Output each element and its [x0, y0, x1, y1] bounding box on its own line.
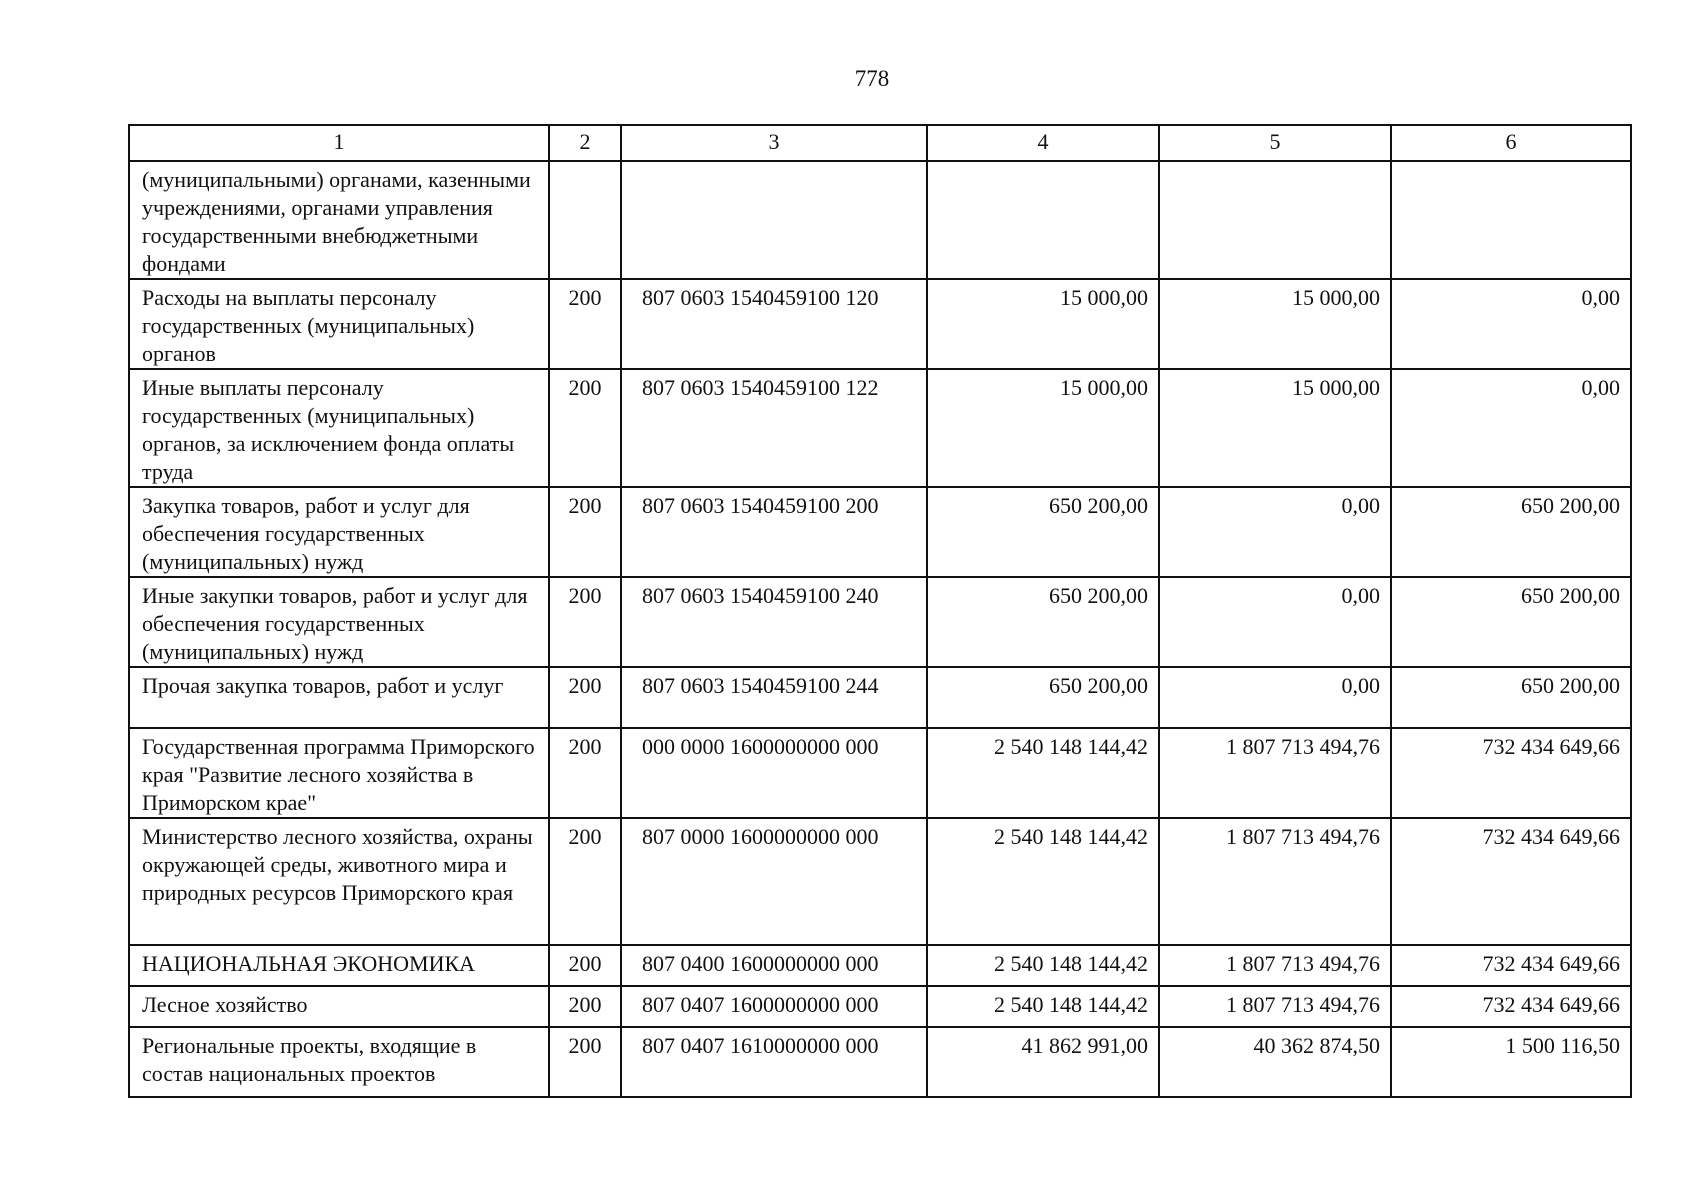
cell-col5: 1 807 713 494,76	[1159, 986, 1391, 1027]
cell-col4: 15 000,00	[927, 279, 1159, 369]
page-number: 778	[854, 66, 890, 91]
cell-col4: 2 540 148 144,42	[927, 986, 1159, 1027]
cell-col5: 40 362 874,50	[1159, 1027, 1391, 1097]
cell-col4: 650 200,00	[927, 487, 1159, 577]
cell-code: 200	[549, 728, 621, 818]
budget-table	[128, 124, 1632, 1098]
cell-name: Региональные проекты, входящие в состав национальных проектов	[129, 1027, 549, 1097]
cell-code: 200	[549, 818, 621, 945]
cell-col6: 1 500 116,50	[1391, 1027, 1631, 1097]
cell-name: (муниципальными) органами, казенными учреждениями, органами управления государственными внебюджетными фондами	[129, 161, 549, 279]
cell-name: Министерство лесного хозяйства, охраны окружающей среды, животного мира и природных ресурсов Приморского края	[129, 818, 549, 945]
table-header	[129, 125, 1631, 161]
cell-name: НАЦИОНАЛЬНАЯ ЭКОНОМИКА	[129, 945, 549, 986]
cell-code	[549, 161, 621, 279]
cell-name: Закупка товаров, работ и услуг для обеспечения государственных (муниципальных) нужд	[129, 487, 549, 577]
cell-col6: 650 200,00	[1391, 487, 1631, 577]
cell-kbk: 807 0400 1600000000 000	[621, 945, 927, 986]
cell-col6: 732 434 649,66	[1391, 818, 1631, 945]
table-body	[129, 161, 1631, 1097]
cell-col5	[1159, 161, 1391, 279]
cell-code: 200	[549, 986, 621, 1027]
cell-code: 200	[549, 279, 621, 369]
cell-col5: 1 807 713 494,76	[1159, 818, 1391, 945]
cell-col5: 0,00	[1159, 667, 1391, 728]
header-cell-4: 4	[927, 125, 1159, 161]
cell-name: Прочая закупка товаров, работ и услуг	[129, 667, 549, 728]
cell-col6: 650 200,00	[1391, 667, 1631, 728]
cell-col5: 15 000,00	[1159, 369, 1391, 487]
cell-col4: 650 200,00	[927, 577, 1159, 667]
table-row	[129, 1027, 1631, 1097]
cell-kbk	[621, 161, 927, 279]
cell-kbk: 807 0603 1540459100 120	[621, 279, 927, 369]
cell-col5: 0,00	[1159, 577, 1391, 667]
table-row	[129, 667, 1631, 728]
cell-kbk: 807 0407 1610000000 000	[621, 1027, 927, 1097]
cell-code: 200	[549, 945, 621, 986]
cell-kbk: 807 0407 1600000000 000	[621, 986, 927, 1027]
table-row	[129, 487, 1631, 577]
cell-name: Иные выплаты персоналу государственных (муниципальных) органов, за исключением фонда оплаты труда	[129, 369, 549, 487]
header-cell-6: 6	[1391, 125, 1631, 161]
cell-col6	[1391, 161, 1631, 279]
table-row	[129, 945, 1631, 986]
cell-col4: 2 540 148 144,42	[927, 945, 1159, 986]
cell-kbk: 807 0603 1540459100 244	[621, 667, 927, 728]
table-row	[129, 818, 1631, 945]
header-cell-3: 3	[621, 125, 927, 161]
cell-col5: 0,00	[1159, 487, 1391, 577]
cell-kbk: 807 0603 1540459100 240	[621, 577, 927, 667]
cell-col4: 2 540 148 144,42	[927, 818, 1159, 945]
table-row	[129, 161, 1631, 279]
cell-kbk: 000 0000 1600000000 000	[621, 728, 927, 818]
header-cell-2: 2	[549, 125, 621, 161]
cell-col4	[927, 161, 1159, 279]
cell-col4: 2 540 148 144,42	[927, 728, 1159, 818]
cell-name: Расходы на выплаты персоналу государственных (муниципальных) органов	[129, 279, 549, 369]
cell-name: Иные закупки товаров, работ и услуг для обеспечения государственных (муниципальных) нужд	[129, 577, 549, 667]
header-row	[129, 125, 1631, 161]
cell-kbk: 807 0603 1540459100 200	[621, 487, 927, 577]
cell-col4: 650 200,00	[927, 667, 1159, 728]
cell-col6: 732 434 649,66	[1391, 728, 1631, 818]
cell-kbk: 807 0603 1540459100 122	[621, 369, 927, 487]
table-row	[129, 577, 1631, 667]
cell-col6: 732 434 649,66	[1391, 945, 1631, 986]
cell-code: 200	[549, 369, 621, 487]
header-cell-5: 5	[1159, 125, 1391, 161]
cell-name: Государственная программа Приморского края "Развитие лесного хозяйства в Приморском крае"	[129, 728, 549, 818]
cell-code: 200	[549, 577, 621, 667]
cell-col6: 650 200,00	[1391, 577, 1631, 667]
cell-col5: 1 807 713 494,76	[1159, 728, 1391, 818]
header-cell-1: 1	[129, 125, 549, 161]
cell-code: 200	[549, 1027, 621, 1097]
table-row	[129, 369, 1631, 487]
cell-code: 200	[549, 487, 621, 577]
cell-col6: 0,00	[1391, 279, 1631, 369]
cell-col6: 732 434 649,66	[1391, 986, 1631, 1027]
table-row	[129, 986, 1631, 1027]
cell-col6: 0,00	[1391, 369, 1631, 487]
cell-col5: 1 807 713 494,76	[1159, 945, 1391, 986]
cell-col4: 15 000,00	[927, 369, 1159, 487]
cell-code: 200	[549, 667, 621, 728]
table-row	[129, 728, 1631, 818]
table-row	[129, 279, 1631, 369]
cell-name: Лесное хозяйство	[129, 986, 549, 1027]
cell-col5: 15 000,00	[1159, 279, 1391, 369]
cell-kbk: 807 0000 1600000000 000	[621, 818, 927, 945]
cell-col4: 41 862 991,00	[927, 1027, 1159, 1097]
